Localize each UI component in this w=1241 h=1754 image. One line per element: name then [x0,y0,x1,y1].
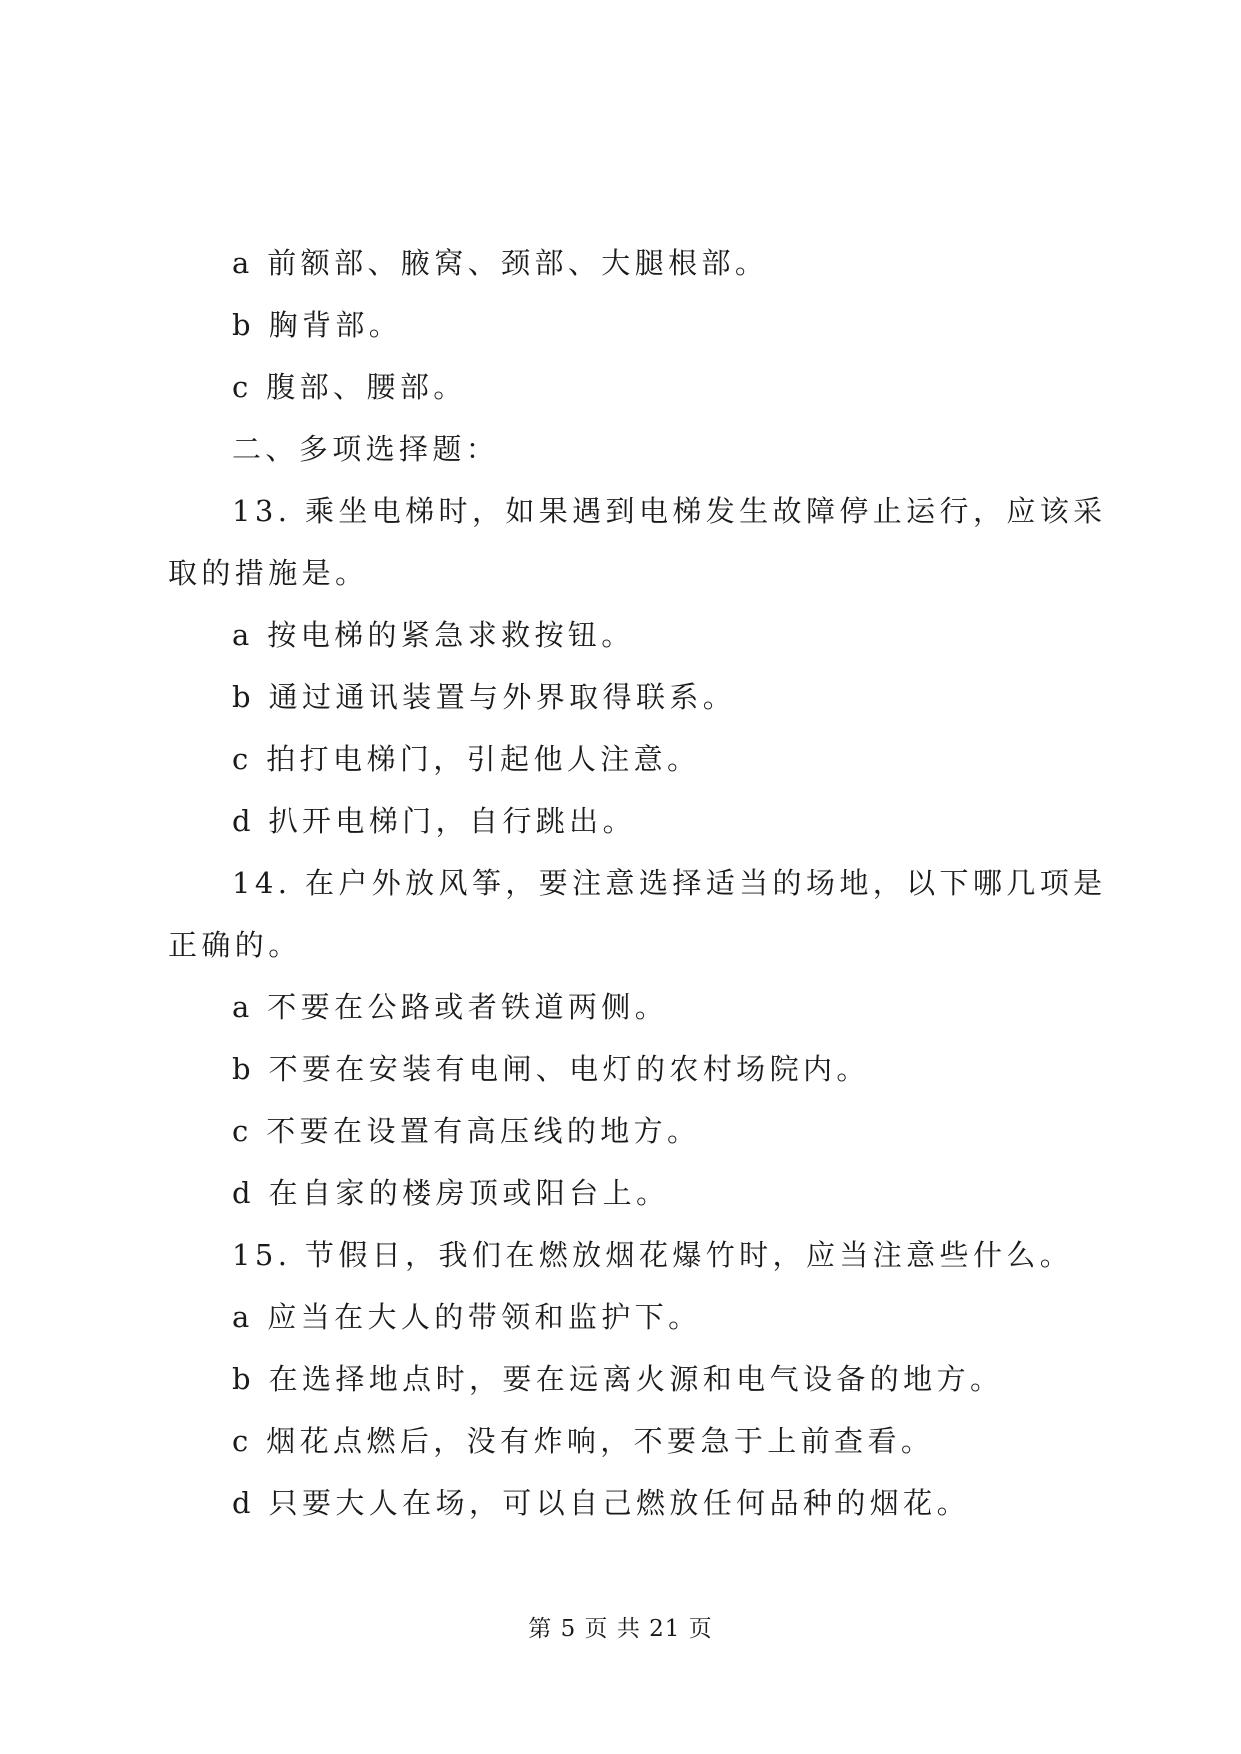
question-line-continued: 正确的。 [168,928,302,962]
option-line: d 扒开电梯门，自行跳出。 [232,804,636,838]
section-heading: 二、多项选择题： [232,432,500,466]
question-line-continued: 取的措施是。 [168,556,369,590]
option-line: d 只要大人在场，可以自己燃放任何品种的烟花。 [232,1486,970,1520]
option-line: b 不要在安装有电闸、电灯的农村场院内。 [232,1052,870,1086]
option-line: b 胸背部。 [232,308,403,342]
option-line: b 在选择地点时，要在远离火源和电气设备的地方。 [232,1362,1004,1396]
option-line: c 拍打电梯门，引起他人注意。 [232,742,701,776]
option-line: c 烟花点燃后，没有炸响，不要急于上前查看。 [232,1424,935,1458]
option-line: a 前额部、腋窝、颈部、大腿根部。 [232,246,769,280]
option-line: c 腹部、腰部。 [232,370,467,404]
question-line: 15. 节假日，我们在燃放烟花爆竹时，应当注意些什么。 [232,1238,1074,1272]
document-body [168,232,1107,1534]
option-line: b 通过通讯装置与外界取得联系。 [232,680,737,714]
option-line: a 按电梯的紧急求救按钮。 [232,618,635,652]
question-line: 13. 乘坐电梯时，如果遇到电梯发生故障停止运行，应该采 [232,494,1107,528]
page-footer: 第 5 页 共 21 页 [528,1616,713,1642]
option-line: a 不要在公路或者铁道两侧。 [232,990,669,1024]
question-line: 14. 在户外放风筝，要注意选择适当的场地，以下哪几项是 [232,866,1107,900]
option-line: c 不要在设置有高压线的地方。 [232,1114,701,1148]
option-line: a 应当在大人的带领和监护下。 [232,1300,702,1334]
option-line: d 在自家的楼房顶或阳台上。 [232,1176,670,1210]
